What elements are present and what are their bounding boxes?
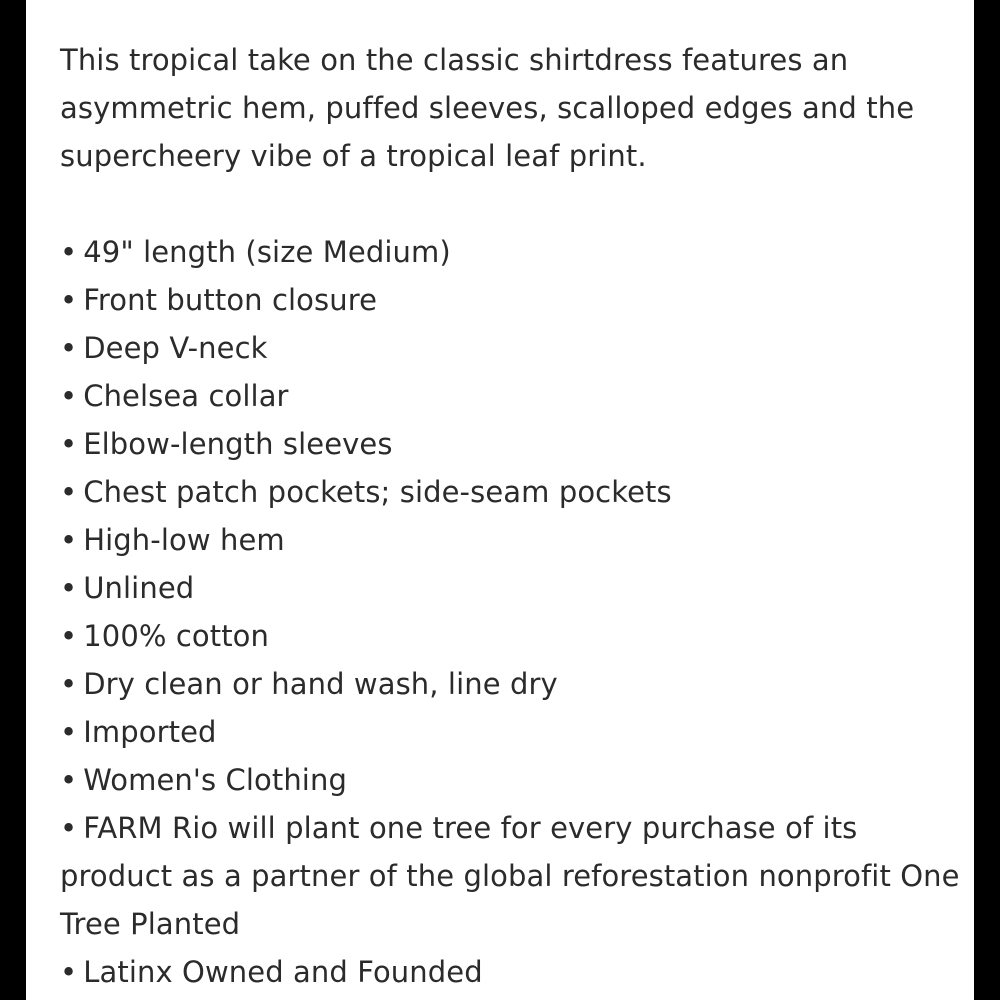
bullet-icon: • [60,331,78,365]
bullet-icon: • [60,379,78,413]
feature-text: Women's Clothing [83,763,347,797]
feature-item [60,420,960,468]
feature-item [60,660,960,708]
bullet-icon: • [60,523,78,557]
product-description: This tropical take on the classic shirtdress features an asymmetric hem, puffed sleeves, scalloped edges and the supercheery vibe of a tropical leaf print. [60,43,915,173]
feature-list [60,228,960,996]
product-details-panel [26,0,974,1000]
product-details-content [60,36,960,996]
bullet-icon: • [60,571,78,605]
bullet-icon: • [60,955,78,989]
feature-item [60,324,960,372]
feature-item [60,468,960,516]
bullet-icon: • [60,475,78,509]
feature-item [60,708,960,756]
feature-text: High-low hem [83,523,285,557]
feature-text: Chest patch pockets; side-seam pockets [83,475,672,509]
bullet-icon: • [60,619,78,653]
feature-text: Imported [83,715,217,749]
bullet-icon: • [60,763,78,797]
feature-text: Unlined [83,571,195,605]
feature-text: Front button closure [83,283,378,317]
feature-item [60,612,960,660]
paragraph-spacer [60,180,960,228]
bullet-icon: • [60,715,78,749]
feature-item [60,564,960,612]
bullet-icon: • [60,283,78,317]
feature-item [60,948,960,996]
bullet-icon: • [60,235,78,269]
feature-text: Dry clean or hand wash, line dry [83,667,558,701]
feature-item [60,516,960,564]
feature-text: Chelsea collar [83,379,289,413]
bullet-icon: • [60,667,78,701]
feature-text: Deep V-neck [83,331,268,365]
bullet-icon: • [60,811,78,845]
feature-text: Elbow-length sleeves [83,427,393,461]
feature-item [60,756,960,804]
feature-text: 100% cotton [83,619,269,653]
bullet-icon: • [60,427,78,461]
feature-item [60,228,960,276]
feature-item [60,804,960,948]
feature-text: FARM Rio will plant one tree for every purchase of its product as a partner of the global reforestation nonprofit One Tree Planted [60,811,960,941]
feature-text: 49" length (size Medium) [83,235,451,269]
feature-item [60,276,960,324]
feature-text: Latinx Owned and Founded [83,955,483,989]
feature-item [60,372,960,420]
